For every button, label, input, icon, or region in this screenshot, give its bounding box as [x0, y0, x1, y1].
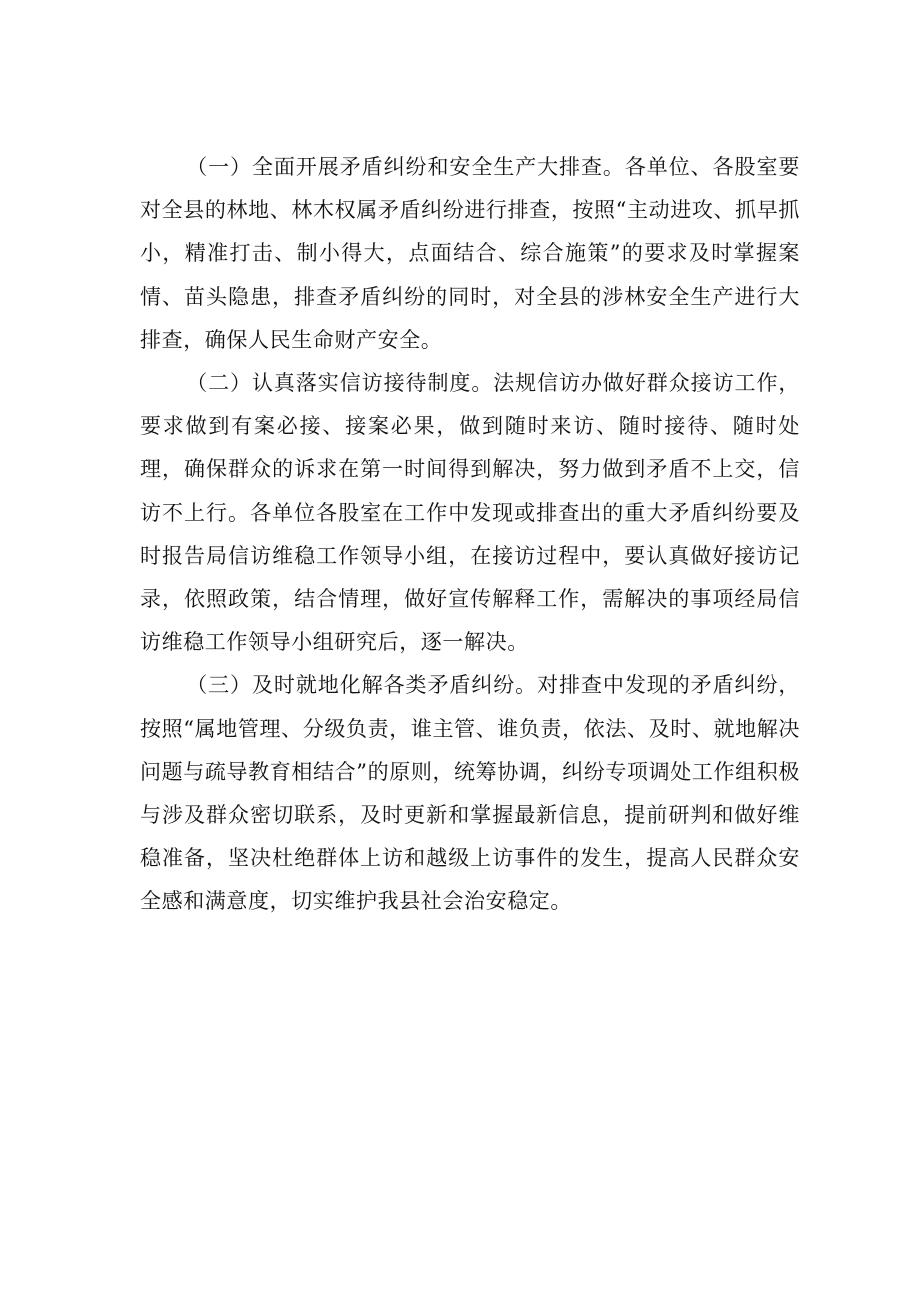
paragraph-petition-reception: （二）认真落实信访接待制度。法规信访办做好群众接访工作，要求做到有案必接、接案必果，做到随时来访、随时接待、随时处理，确保群众的诉求在第一时间得到解决，努力做到矛盾不上交，信访不上行。各单位各股室在工作中发现或排查出的重大矛盾纠纷要及时报告局信访维稳工作领导小组，在接访过程中，要认真做好接访记录，依照政策，结合情理，做好宣传解释工作，需解决的事项经局信访维稳工作领导小组研究后，逐一解决。 — [140, 371, 800, 655]
document-body — [140, 146, 800, 924]
paragraph-dispute-resolution: （三）及时就地化解各类矛盾纠纷。对排查中发现的矛盾纠纷，按照“属地管理、分级负责，谁主管、谁负责，依法、及时、就地解决问题与疏导教育相结合”的原则，统筹协调，纠纷专项调处工作组积极与涉及群众密切联系，及时更新和掌握最新信息，提前研判和做好维稳准备，坚决杜绝群体上访和越级上访事件的发生，提高人民群众安全感和满意度，切实维护我县社会治安稳定。 — [140, 673, 800, 914]
paragraph-investigation: （一）全面开展矛盾纠纷和安全生产大排查。各单位、各股室要对全县的林地、林木权属矛盾纠纷进行排查，按照“主动进攻、抓早抓小，精准打击、制小得大，点面结合、综合施策”的要求及时掌握案情、苗头隐患，排查矛盾纠纷的同时，对全县的涉林安全生产进行大排查，确保人民生命财产安全。 — [140, 155, 800, 352]
